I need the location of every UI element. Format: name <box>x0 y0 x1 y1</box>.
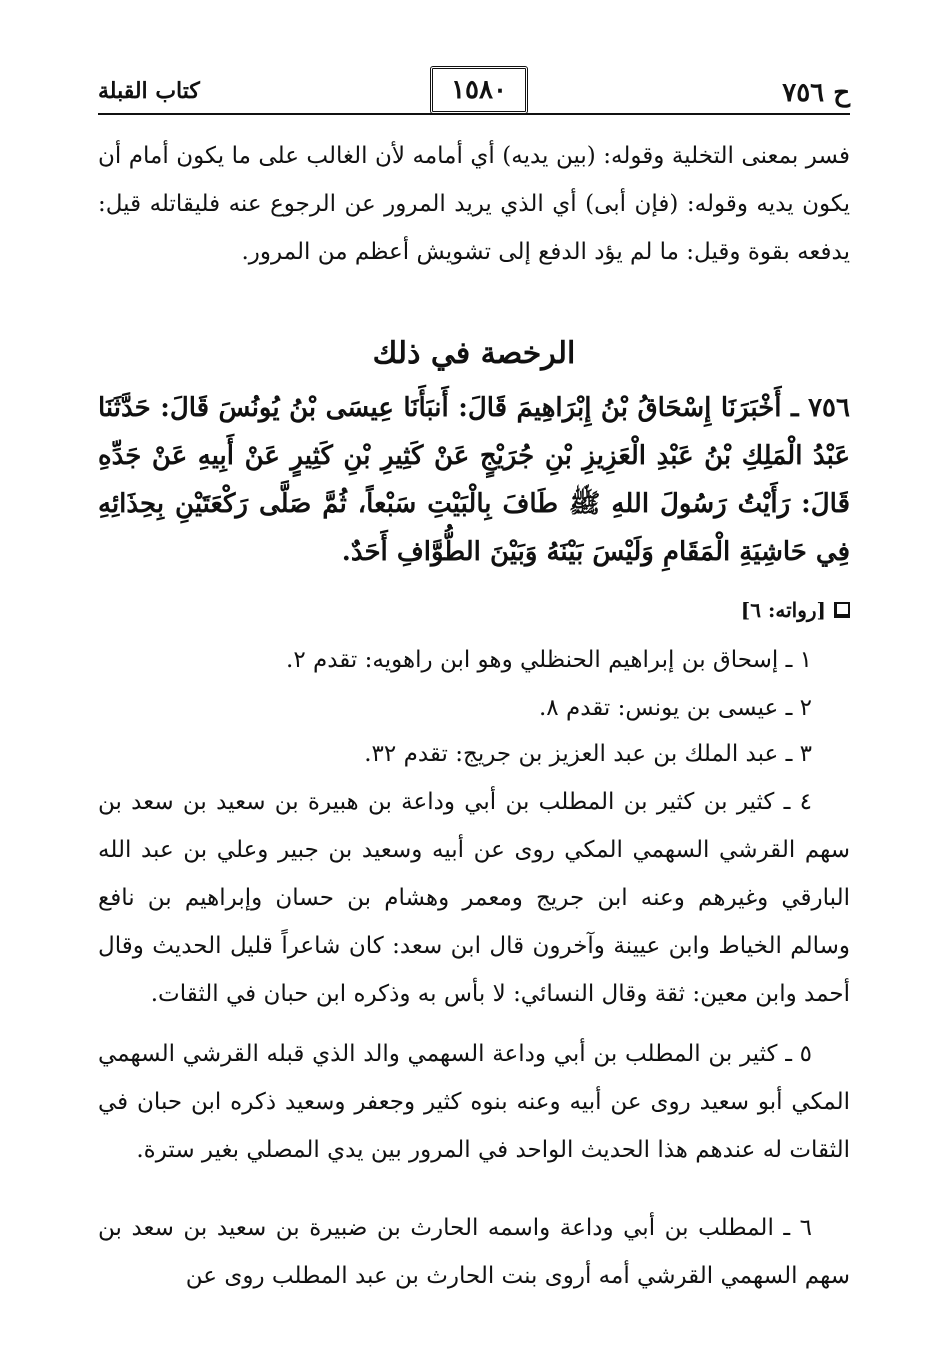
narrator-item: ٤ ـ كثير بن كثير بن المطلب بن أبي وداعة بن هبيرة بن سعيد بن سعد بن سهم القرشي السهمي المكي روى عن أبيه وسعيد بن جبير وعلي بن عبد الله البارقي وغيرهم وعنه ابن جريج ومعمر وهشام بن حسان وإبراهيم بن نافع وسالم الخياط وابن عيينة وآخرون قال ابن سعد: كان شاعراً قليل الحديث وقال أحمد وابن معين: ثقة وقال النسائي: لا بأس به وذكره ابن حبان في الثقات. <box>98 789 850 1007</box>
book-title: كتاب القبلة <box>98 78 200 104</box>
narrator-item: ٢ ـ عيسى بن يونس: تقدم ٨. <box>538 695 812 721</box>
narrator-item: ٣ ـ عبد الملك بن عبد العزيز بن جريج: تقدم ٣٢. <box>364 741 812 767</box>
checkbox-square-icon <box>834 602 850 618</box>
narrator-item: ١ ـ إسحاق بن إبراهيم الحنظلي وهو ابن راهويه: تقدم ٢. <box>286 647 812 673</box>
page-number: ١٥٨٠ <box>430 66 528 114</box>
narrators-heading-label: [رواته: ٦] <box>740 598 826 622</box>
page-header <box>98 62 850 120</box>
section-title: الرخصة في ذلك <box>372 336 576 371</box>
commentary-paragraph: فسر بمعنى التخلية وقوله: (بين يديه) أي أمامه لأن الغالب على ما يكون أمام أن يكون يديه وقوله: (فإن أبى) أي الذي يريد المرور عن الرجوع عنه فليقاتله قيل: يدفعه بقوة وقيل: ما لم يؤد الدفع إلى تشويش أعظم من المرور. <box>98 143 850 265</box>
hadith-text: ٧٥٦ ـ أَخْبَرَنَا إِسْحَاقُ بْنُ إِبْرَاهِيمَ قَالَ: أَنبَأَنَا عِيسَى بْنُ يُونُسَ قَالَ: حَدَّثَنَا عَبْدُ الْمَلِكِ بْنُ عَبْدِ الْعَزِيزِ بْنِ جُرَيْجٍ عَنْ كَثِيرِ بْنِ كَثِيرٍ عَنْ أَبِيهِ عَنْ جَدِّهِ قَالَ: رَأَيْتُ رَسُولَ اللهِ ﷺ طَافَ بِالْبَيْتِ سَبْعاً، ثُمَّ صَلَّى رَكْعَتَيْنِ بِحِذَائِهِ فِي حَاشِيَةِ الْمَقَامِ وَلَيْسَ بَيْنَهُ وَبَيْنَ الطُّوَّافِ أَحَدٌ. <box>98 393 850 567</box>
narrators-heading <box>98 598 850 622</box>
hadith-reference: ح ٧٥٦ <box>782 78 850 108</box>
header-divider <box>98 113 850 115</box>
narrator-item: ٦ ـ المطلب بن أبي وداعة واسمه الحارث بن ضبيرة بن سعيد بن سعد بن سهم السهمي القرشي أمه أروى بنت الحارث بن عبد المطلب روى عن <box>98 1215 850 1289</box>
narrator-item: ٥ ـ كثير بن المطلب بن أبي وداعة السهمي والد الذي قبله القرشي السهمي المكي أبو سعيد روى عن أبيه وعنه بنوه كثير وجعفر وسعيد ذكره ابن حبان في الثقات له عندهم هذا الحديث الواحد في المرور بين يدي المصلي بغير سترة. <box>98 1041 850 1163</box>
